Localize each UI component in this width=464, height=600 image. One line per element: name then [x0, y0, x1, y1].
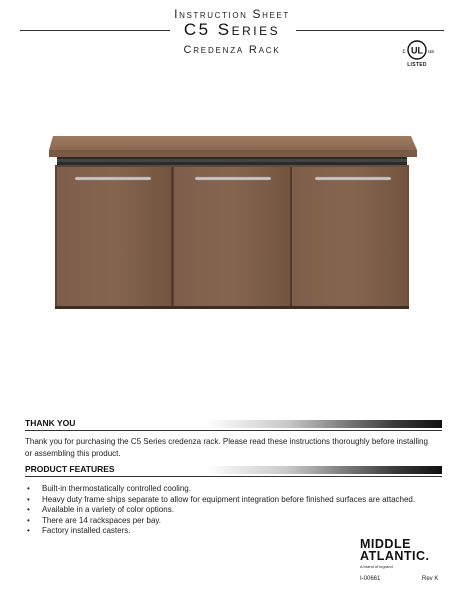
title-rule-left: [20, 30, 170, 31]
feature-text: Available in a variety of color options.: [42, 505, 174, 514]
credenza-cabinet-image: [45, 130, 420, 315]
title-rule-right: [296, 30, 444, 31]
revision-label: Rev K: [422, 576, 439, 582]
heading-gradient-bar: [205, 420, 442, 428]
document-number: I-00661: [360, 576, 381, 582]
brand-line-1: MIDDLE: [360, 537, 411, 551]
series-title: C5 Series: [183, 20, 281, 39]
list-item: • Factory installed casters.: [27, 526, 131, 535]
ul-listed-label: LISTED: [407, 62, 427, 68]
list-item: • There are 14 rackspaces per bay.: [27, 515, 162, 525]
thank-you-heading: [25, 418, 442, 430]
ul-listed-icon: [398, 38, 436, 72]
heading-underline: [25, 430, 442, 431]
ul-country-right: us: [428, 49, 434, 55]
heading-gradient-bar: [205, 466, 442, 474]
brand-line-2: ATLANTIC.: [360, 549, 430, 563]
list-item: • Available in a variety of color options.: [27, 505, 174, 514]
list-item: • Heavy duty frame ships separate to allow for equipment integration before finished surfaces are attached.: [27, 494, 416, 504]
middle-atlantic-logo: [360, 538, 444, 569]
page-header: [0, 0, 464, 70]
product-name: Credenza Rack: [183, 44, 281, 56]
feature-text: There are 14 rackspaces per bay.: [42, 515, 162, 525]
features-heading: [25, 464, 442, 476]
thank-you-text: Thank you for purchasing the C5 Series credenza rack. Please read these instructions thoroughly before installing or assembling this product.: [25, 437, 428, 458]
features-heading-label: PRODUCT FEATURES: [25, 464, 115, 474]
brand-tagline: A brand of legrand: [360, 564, 393, 569]
heading-underline: [25, 476, 442, 477]
ul-mark-text: UL: [411, 45, 423, 56]
thank-you-heading-label: THANK YOU: [25, 418, 76, 428]
features-list: [25, 484, 425, 537]
feature-text: Built-in thermostatically controlled cooling.: [42, 484, 191, 493]
sheet-title: Instruction Sheet: [174, 7, 290, 21]
feature-text: Factory installed casters.: [42, 526, 131, 535]
ul-country-left: c: [402, 49, 406, 55]
list-item: • Built-in thermostatically controlled cooling.: [27, 484, 191, 493]
feature-text: Heavy duty frame ships separate to allow for equipment integration before finished surfaces are attached.: [42, 494, 416, 504]
